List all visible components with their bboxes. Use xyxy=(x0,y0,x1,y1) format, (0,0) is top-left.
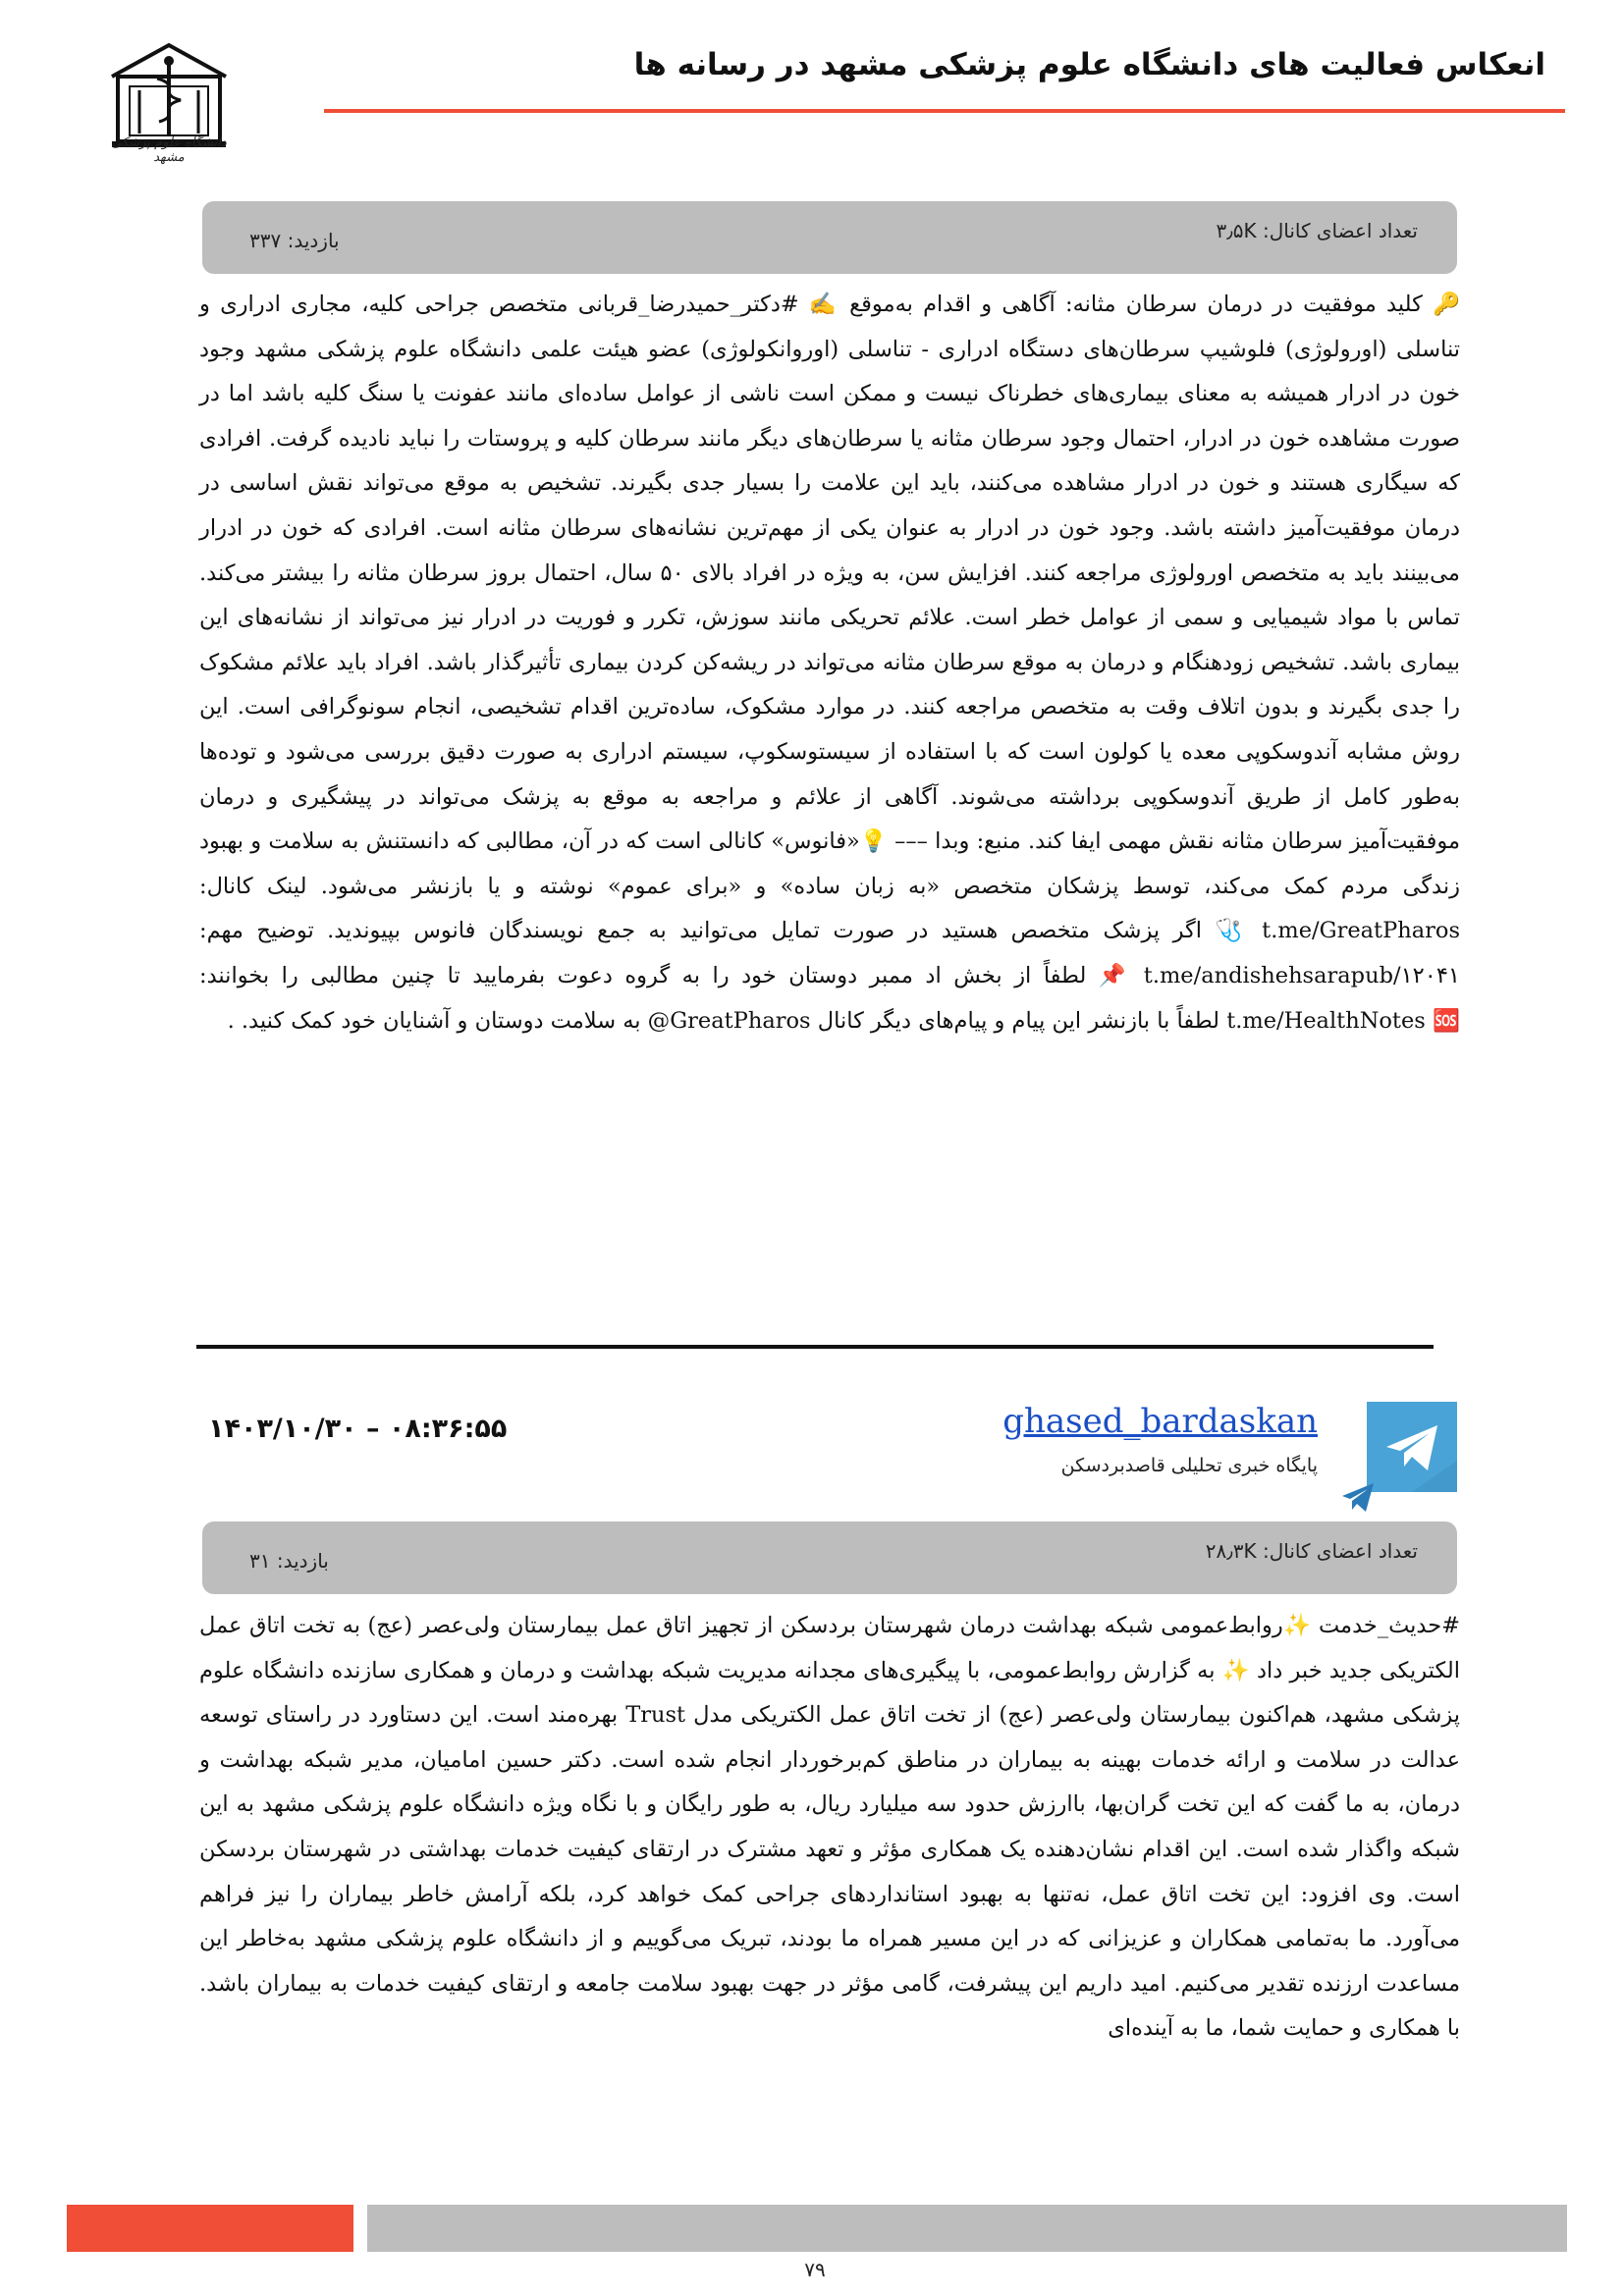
telegram-source-icon xyxy=(1339,1478,1377,1516)
page-header-title: انعکاس فعالیت های دانشگاه علوم پزشکی مشهد در رسانه ها xyxy=(633,47,1545,82)
post-stats-bar xyxy=(202,201,1457,274)
post-divider xyxy=(196,1345,1434,1349)
page-number: ۷۹ xyxy=(804,2258,826,2281)
post-body-text: #حدیث_خدمت ✨روابط‌عمومی شبکه بهداشت درمان شهرستان بردسکن از تجهیز اتاق عمل بیمارستان ولی‌عصر (عج) به تخت اتاق عمل الکتریکی جدید خبر داد ✨ به گزارش روابط‌عمومی، با پیگیری‌های مجدانه مدیریت شبکه بهداشت و درمان و همکاری سازنده دانشگاه علوم پزشکی مشهد، هم‌اکنون بیمارستان ولی‌عصر (عج) از تخت اتاق عمل الکتریکی مدل Trust بهره‌مند است. این دستاورد در راستای توسعه عدالت در سلامت و ارائه خدمات بهینه به بیماران در مناطق کم‌برخوردار انجام شده است. دکتر حسین امامیان، مدیر شبکه بهداشت و درمان، به ما گفت که این تخت گران‌بها، باارزش حدود سه میلیارد ریال، به طور رایگان و با نگاه ویژه دانشگاه علوم پزشکی مشهد به این شبکه واگذار شده است. این اقدام نشان‌دهنده یک همکاری مؤثر و تعهد مشترک در ارتقای کیفیت خدمات بهداشتی در شهرستان بردسکن است. وی افزود: این تخت اتاق عمل، نه‌تنها به بهبود استانداردهای جراحی کمک خواهد کرد، بلکه آرامش خاطر بیماران را نیز فراهم می‌آورد. ما به‌تمامی همکاران و عزیزانی که در این مسیر همراه ما بودند، تبریک می‌گوییم و از دانشگاه علوم پزشکی مشهد به‌خاطر این مساعدت ارزنده تقدیر می‌کنیم. امید داریم این پیشرفت، گامی مؤثر در جهت بهبود سلامت جامعه و ارتقای کیفیت خدمات به بیماران باشد. با همکاری و حمایت شما، ما به آینده‌ای xyxy=(199,1613,1461,2042)
footer-accent-bar xyxy=(67,2205,353,2252)
channel-members-count: تعداد اعضای کانال: ۲۸٫۳K xyxy=(1205,1539,1418,1563)
post-datetime: ۱۴۰۳/۱۰/۳۰ – ۰۸:۳۶:۵۵ xyxy=(208,1414,508,1444)
view-count: بازدید: ۳۱ xyxy=(249,1549,329,1573)
post-stats-bar xyxy=(202,1522,1457,1594)
channel-link[interactable]: ghased_bardaskan xyxy=(1002,1402,1318,1441)
logo-caption: دانشگاه علوم پزشکی مشهد xyxy=(111,135,227,165)
header-divider xyxy=(324,109,1565,113)
telegram-icon xyxy=(1367,1402,1457,1492)
post-body-text: 🔑 کلید موفقیت در درمان سرطان مثانه: آگاهی و اقدام به‌موقع ✍️ #دکتر_حمیدرضا_قربانی متخصص جراحی کلیه، مجاری ادراری و تناسلی (اورولوژی) فلوشیپ سرطان‌های دستگاه ادراری - تناسلی (اورو‌انکولوژی) عضو هیئت علمی دانشگاه علوم پزشکی مشهد وجود خون در ادرار همیشه به معنای بیماری‌های خطرناک نیست و ممکن است ناشی از عوامل ساده‌ای مانند عفونت یا سنگ کلیه باشد اما در صورت مشاهده خون در ادرار، احتمال وجود سرطان مثانه یا سرطان‌های دیگر مانند سرطان کلیه و پروستات را نباید نادیده گرفت. افرادی که سیگاری هستند و خون در ادرار مشاهده می‌کنند، باید این علامت را بسیار جدی بگیرند. تشخیص به موقع می‌تواند نقش اساسی در درمان موفقیت‌آمیز داشته باشد. وجود خون در ادرار به عنوان یکی از مهم‌ترین نشانه‌های سرطان مثانه است. افرادی که خون در ادرار می‌بینند باید به متخصص اورولوژی مراجعه کنند. افزایش سن، به ویژه در افراد بالای ۵۰ سال، احتمال بروز سرطان مثانه را بیشتر می‌کند. تماس با مواد شیمیایی و سمی از عوامل خطر است. علائم تحریکی مانند سوزش، تکرر و فوریت در ادرار نیز می‌تواند از نشانه‌های این بیماری باشد. تشخیص زودهنگام و درمان به موقع سرطان مثانه می‌تواند در ریشه‌کن کردن بیماری تأثیرگذار باشد. افراد باید علائم مشکوک را جدی بگیرند و بدون اتلاف وقت به متخصص مراجعه کنند. در موارد مشکوک، ساده‌ترین اقدام تشخیصی، انجام سونوگرافی است. این روش مشابه آندوسکوپی معده یا کولون است که با استفاده از سیستوسکوپ، سیستم ادراری به صورت دقیق بررسی می‌شود و توده‌ها به‌طور کامل از طریق آندوسکوپی برداشته می‌شوند. آگاهی از علائم و مراجعه به موقع به پزشک می‌تواند در پیشگیری و درمان موفقیت‌آمیز سرطان مثانه نقش مهمی ایفا کند. منبع: وبدا ––– 💡«فانوس» کانالی است که در آن، مطالبی که دانستنش به سلامت و بهبود زندگی مردم کمک می‌کند، توسط پزشکان متخصص «به زبان ساده» و «برای عموم» نوشته و یا بازنشر می‌شود. لینک کانال: t.me/GreatPharos 🩺 اگر پزشک متخصص هستید در صورت تمایل می‌توانید به جمع نویسندگان فانوس بپیوندید. توضیح مهم: t.me/andishehsarapub/۱۲۰۴۱ 📌 لطفاً از بخش اد ممبر دوستان خود را به گروه دعوت بفرمایید تا چنین مطالبی را بخوانند: t.me/HealthNotes 🆘 لطفاً با بازنشر این پیام و پیام‌های دیگر کانال GreatPharos@ به سلامت دوستان و آشنایان خود کمک کنید. . xyxy=(199,292,1461,1034)
footer-bar xyxy=(367,2205,1567,2252)
channel-description: پایگاه خبری تحلیلی قاصدبردسکن xyxy=(1060,1455,1318,1476)
view-count: بازدید: ۳۳۷ xyxy=(249,229,340,252)
channel-members-count: تعداد اعضای کانال: ۳٫۵K xyxy=(1216,219,1418,242)
